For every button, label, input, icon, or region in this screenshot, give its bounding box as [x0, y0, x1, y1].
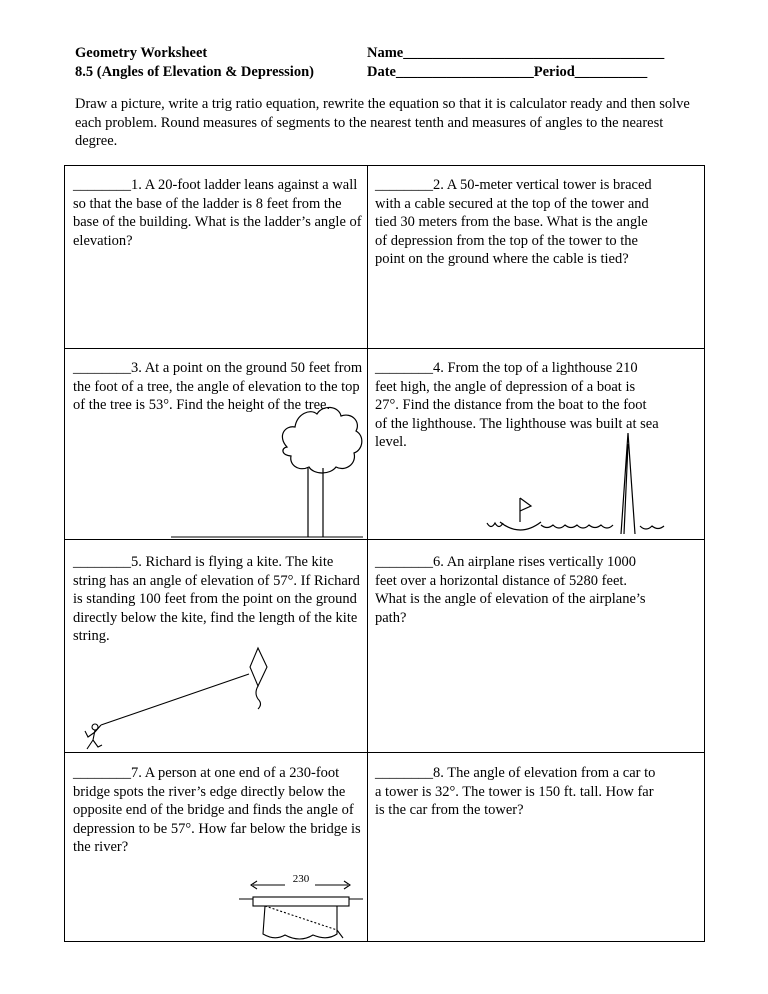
lighthouse-boat-figure [487, 433, 664, 534]
bridge-figure [239, 881, 363, 939]
worksheet-title-block [75, 44, 314, 82]
problem-1: ________1. A 20-foot ladder leans against a wall so that the base of the ladder is 8 feet from the base of the building. What is the ladder’s angle of elevation? [73, 177, 362, 249]
kite-figure [85, 648, 267, 749]
problem-6: ________6. An airplane rises vertically 1000 feet over a horizontal distance of 5280 feet. What is the angle of elevation of the airplane’s path? [375, 554, 646, 626]
instructions: Draw a picture, write a trig ratio equation, rewrite the equation so that it is calculator ready and then solve each problem. Round measures of segments to the nearest tenth and measures of angles to the nearest degree. [75, 96, 690, 149]
worksheet-subtitle: 8.5 (Angles of Elevation & Depression) [75, 64, 314, 80]
problem-3: ________3. At a point on the ground 50 feet from the foot of a tree, the angle of elevation to the top of the tree is 53°. Find the height of the tree. [73, 360, 363, 413]
problem-7: ________7. A person at one end of a 230-foot bridge spots the river’s edge directly below the opposite end of the bridge and finds the angle of depression to be 57°. How far below the bridge is the river? [73, 765, 361, 855]
problem-2: ________2. A 50-meter vertical tower is braced with a cable secured at the top of the tower and tied 30 meters from the base. What is the angle of depression from the top of the tower to the point on the ground where the cable is tied? [375, 177, 652, 267]
date-period-field[interactable]: Date___________________Period__________ [367, 64, 648, 80]
problem-4: ________4. From the top of a lighthouse 210 feet high, the angle of depression of a boat is 27°. Find the distance from the boat to the foot of the lighthouse. The lighthouse was built at sea level. [375, 360, 659, 450]
name-field[interactable]: Name____________________________________ [367, 45, 665, 61]
bridge-length-label: 230 [292, 873, 310, 885]
problem-figures [65, 166, 706, 943]
problem-grid [64, 165, 705, 942]
problem-8: ________8. The angle of elevation from a car to a tower is 32°. The tower is 150 ft. tall. How far is the car from the tower? [375, 765, 656, 818]
worksheet-title: Geometry Worksheet [75, 45, 208, 61]
tree-figure [171, 407, 363, 537]
student-info-block [367, 44, 664, 82]
problem-5: ________5. Richard is flying a kite. The kite string has an angle of elevation of 57°. If Richard is standing 100 feet from the point on the ground directly below the kite, find the length of the kite string. [73, 554, 360, 644]
